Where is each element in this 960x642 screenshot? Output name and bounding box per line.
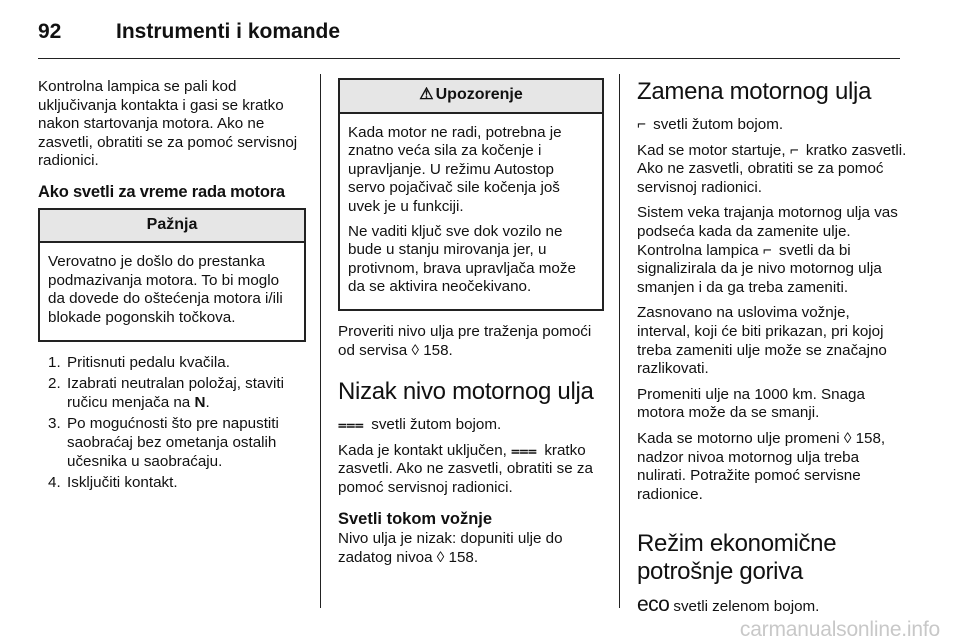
notice-box — [38, 208, 306, 342]
page-header — [38, 14, 920, 54]
section-heading-engine-running: Ako svetli za vreme rada motora — [38, 182, 285, 201]
oil-change-icon: ⌐ — [789, 141, 799, 159]
notice-title: Pažnja — [40, 210, 304, 244]
step-text: Izabrati neutralan položaj, staviti ručicu menjača na — [67, 375, 284, 411]
oil-change-paragraph-2: Sistem veka trajanja motornog ulja vas podseća kada da zamenite ulje. Kontrolna lampica ⌐ svetli da bi signalizirala da je nivo motornog ulja smanjen i da ga treba zameniti. — [637, 204, 898, 296]
step-text-end: . — [205, 393, 210, 411]
gear-letter: N — [194, 393, 206, 411]
oil-change-paragraph-5: Kada se motorno ulje promeni ◊ 158, nadzor nivoa motornog ulja treba nulirati. Potražite pomoć servisne radionice. — [637, 429, 886, 503]
warning-text-2: Ne vaditi ključ sve dok vozilo ne bude u stanju mirovanja jer, u protivnom, brava upravljača može da se aktivira neočekivano. — [348, 222, 576, 296]
oil-change-paragraph-3: Zasnovano na uslovima vožnje, interval, koji će biti prikazan, pri kojoj treba zameniti ulje može se značajno razlikovati. — [637, 304, 887, 378]
warning-title: Upozorenje — [435, 86, 523, 103]
steps-list — [38, 354, 306, 493]
low-oil-indicator-line: ⩶ svetli žutom bojom. — [338, 416, 502, 434]
check-paragraph: Proveriti nivo ulja pre traženja pomoći od servisa ◊ 158. — [338, 322, 592, 359]
header-divider — [38, 58, 900, 59]
warning-header — [340, 80, 602, 114]
warning-text-1: Kada motor ne radi, potrebna je znatno veća sila za kočenje i upravljanje. U režimu Autostop servo pojačivač sile kočenja još uvek je u funkciji. — [348, 123, 562, 215]
column-1 — [38, 78, 306, 496]
column-2 — [338, 78, 604, 574]
column-divider-1 — [320, 74, 321, 608]
column-3 — [637, 78, 907, 624]
step-number: 2. — [48, 375, 61, 393]
intro-paragraph: Kontrolna lampica se pali kod uključivanja kontakta i gasi se kratko nakon startovanja motora. Ako ne zasvetli, obratiti se za pomoć servisnoj radionici. — [38, 78, 298, 170]
oil-change-paragraph-1: Kad se motor startuje, ⌐ kratko zasvetli. Ako ne zasvetli, obratiti se za pomoć servisnoj radionici. — [637, 141, 907, 196]
step-number: 3. — [48, 415, 61, 433]
list-item — [38, 415, 306, 471]
list-item — [38, 375, 306, 412]
page-ref-icon: ◊ — [436, 548, 445, 566]
page-ref-icon: ◊ — [411, 341, 419, 359]
page-number: 92 — [38, 20, 62, 43]
oil-change-indicator-line: ⌐ svetli žutom bojom. — [637, 116, 784, 133]
driving-paragraph: Nivo ulja je nizak: dopuniti ulje do zadatog nivoa ◊ 158. — [338, 530, 563, 566]
oil-change-paragraph-4: Promeniti ulje na 1000 km. Snaga motora može da se smanji. — [637, 385, 865, 422]
oil-change-icon: ⌐ — [762, 241, 772, 259]
list-item — [38, 474, 306, 493]
oil-change-icon: ⌐ — [637, 116, 646, 133]
low-oil-paragraph: Kada je kontakt uključen, ⩶ kratko zasvetli. Ako ne zasvetli, obratiti se za pomoć servisnoj radionici. — [338, 441, 593, 496]
list-item — [38, 354, 306, 373]
eco-icon: eco — [637, 593, 670, 617]
step-number: 4. — [48, 474, 61, 492]
warning-triangle-icon: ⚠ — [419, 86, 434, 103]
oil-level-icon: ⩶ — [338, 416, 365, 434]
driving-heading: Svetli tokom vožnje — [338, 509, 493, 528]
warning-box — [338, 78, 604, 311]
step-text: Pritisnuti pedalu kvačila. — [67, 353, 230, 371]
step-number: 1. — [48, 353, 61, 371]
step-text: Isključiti kontakt. — [67, 474, 178, 492]
step-text: Po mogućnosti što pre napustiti saobraćaj bez ometanja ostalih učesnika u saobraćaju. — [67, 415, 279, 470]
column-divider-2 — [619, 74, 620, 608]
page-title: Instrumenti i komande — [116, 20, 341, 43]
eco-indicator-line: eco svetli zelenom bojom. — [637, 593, 820, 617]
watermark: carmanualsonline.info — [739, 618, 940, 641]
eco-mode-heading: Režim ekonomične potrošnje goriva — [637, 530, 837, 586]
page-ref-icon: ◊ — [843, 429, 852, 447]
low-oil-heading: Nizak nivo motornog ulja — [338, 378, 594, 406]
oil-change-heading: Zamena motornog ulja — [637, 78, 872, 105]
oil-level-icon: ⩶ — [511, 441, 538, 459]
notice-text: Verovatno je došlo do prestanka podmazivanja motora. To bi moglo da dovede do oštećenja motora i/ili blokade pogonskih točkova. — [48, 253, 283, 326]
